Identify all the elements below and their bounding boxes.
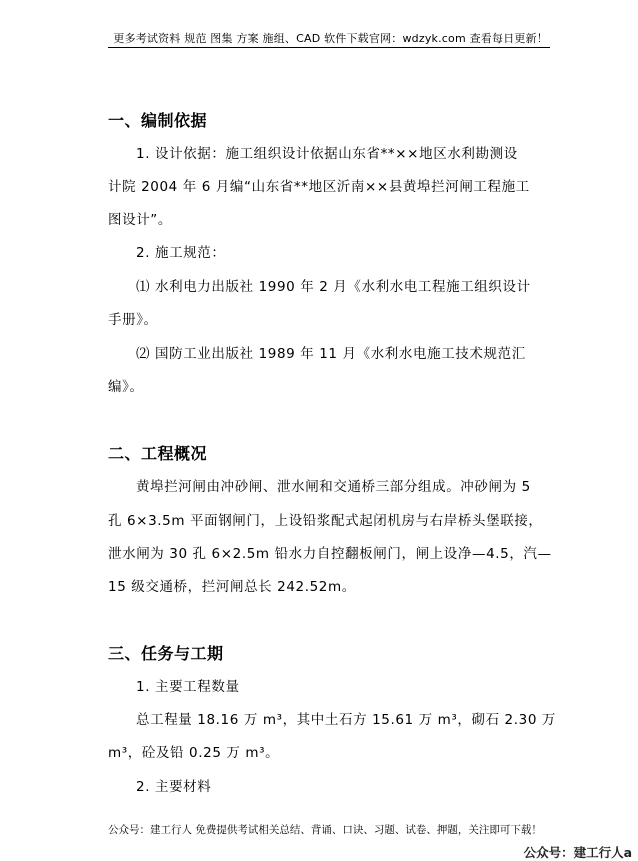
paragraph-line: 泄水闸为 30 孔 6×2.5m 铅水力自控翻板闸门，闸上设净—4.5，汽— bbox=[108, 546, 552, 562]
watermark: 公众号：建工行人a bbox=[523, 845, 632, 860]
paragraph-line: ⑵ 国防工业出版社 1989 年 11 月《水利水电施工技术规范汇 bbox=[136, 346, 526, 362]
header-rule bbox=[108, 47, 550, 48]
page-footer: 公众号：建工行人 免费提供考试相关总结、背诵、口诀、习题、试卷、押题，关注即可下载！ bbox=[108, 824, 542, 836]
paragraph-line: 计院 2004 年 6 月编“山东省**地区沂南××县黄埠拦河闸工程施工 bbox=[108, 179, 530, 195]
section-title-overview: 二、工程概况 bbox=[108, 444, 208, 463]
paragraph-line: ⑴ 水利电力出版社 1990 年 2 月《水利水电工程施工组织设计 bbox=[136, 279, 531, 295]
page-header: 更多考试资料 规范 图集 方案 施组、CAD 软件下载官网：wdzyk.com 查看每日更新！ bbox=[113, 32, 548, 45]
paragraph-line: 总工程量 18.16 万 m³，其中土石方 15.61 万 m³，砌石 2.30 万 bbox=[136, 712, 557, 728]
paragraph-line: 孔 6×3.5m 平面钢闸门，上设铅浆配式起闭机房与右岸桥头堡联接， bbox=[108, 513, 543, 529]
paragraph-line: 手册》。 bbox=[108, 312, 158, 328]
paragraph-line: 黄埠拦河闸由冲砂闸、泄水闸和交通桥三部分组成。冲砂闸为 5 bbox=[136, 479, 531, 495]
section-title-basis: 一、编制依据 bbox=[108, 111, 208, 130]
paragraph-line: 图设计”。 bbox=[108, 212, 172, 228]
paragraph-line: 2. 主要材料 bbox=[136, 779, 212, 795]
section-title-tasks: 三、任务与工期 bbox=[108, 644, 224, 663]
paragraph-line: 1. 主要工程数量 bbox=[136, 679, 240, 695]
paragraph-line: 2. 施工规范： bbox=[136, 245, 226, 261]
paragraph-line: 1. 设计依据：施工组织设计依据山东省**××地区水利勘测设 bbox=[136, 146, 518, 162]
paragraph-line: 编》。 bbox=[108, 379, 144, 395]
paragraph-line: m³，砼及铅 0.25 万 m³。 bbox=[108, 745, 280, 761]
paragraph-line: 15 级交通桥，拦河闸总长 242.52m。 bbox=[108, 579, 356, 595]
